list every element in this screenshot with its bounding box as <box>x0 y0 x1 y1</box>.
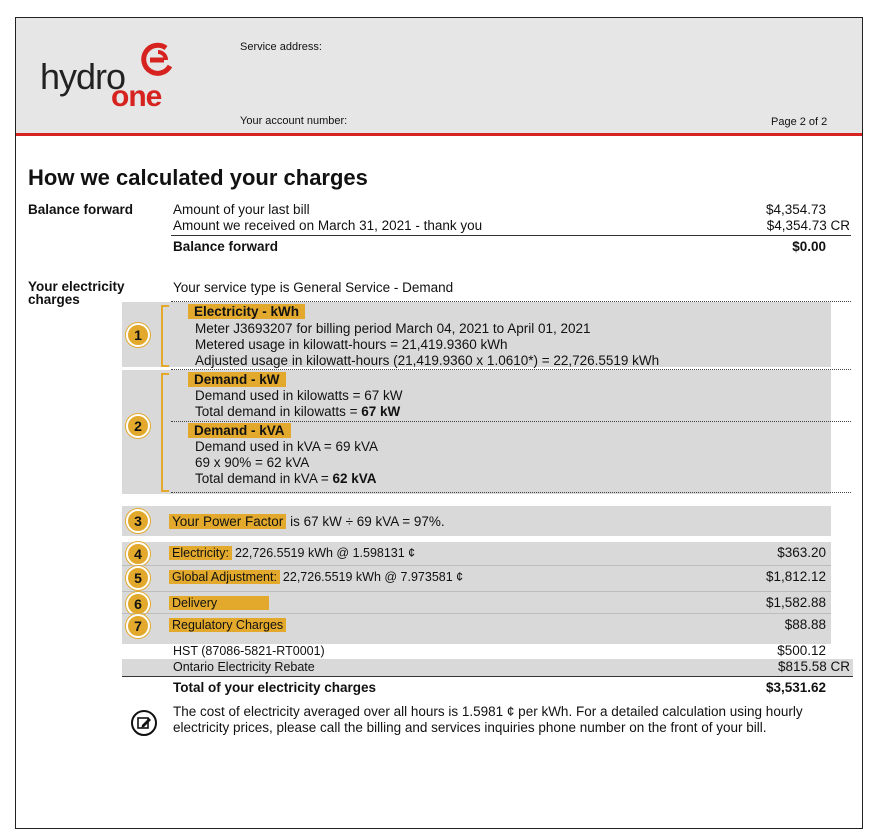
page-title: How we calculated your charges <box>28 165 368 190</box>
bracket-1 <box>161 305 163 367</box>
kva-calc: 69 x 90% = 62 kVA <box>195 455 310 470</box>
balance-rule <box>171 235 851 236</box>
logo-hydro-text: hydro <box>40 56 126 97</box>
service-type: Your service type is General Service - Demand <box>173 280 454 295</box>
charge-amount: $1,812.12 <box>765 569 826 584</box>
dotted-rule <box>171 421 851 422</box>
kwh-metered: Metered usage in kilowatt-hours = 21,419.9360 kWh <box>195 337 508 352</box>
power-factor-line <box>169 514 445 529</box>
note-line-2: electricity prices, please call the billing and services inquiries phone number on the front of your bill. <box>173 720 767 735</box>
balance-forward-label: Balance forward <box>173 239 279 254</box>
kwh-heading <box>188 304 305 319</box>
service-address-label: Service address: <box>240 41 322 53</box>
charge-detail: 22,726.5519 kWh @ 7.973581 ¢ <box>282 570 464 584</box>
kwh-adjusted: Adjusted usage in kilowatt-hours (21,419.9360 x 1.0610*) = 22,726.5519 kWh <box>195 353 660 368</box>
charge-label: Delivery <box>169 596 269 610</box>
kw-heading <box>188 372 286 387</box>
received-label: Amount we received on March 31, 2021 - thank you <box>173 218 483 233</box>
charge-row <box>169 570 463 584</box>
charge-label: Regulatory Charges <box>169 618 286 632</box>
badge-6: 6 <box>126 592 150 616</box>
hydro-one-logo <box>40 40 190 120</box>
balance-forward-amount: $0.00 <box>792 239 826 254</box>
received-amount: $4,354.73 CR <box>766 218 850 233</box>
charge-separator <box>122 591 831 592</box>
charge-label: Electricity: <box>169 546 232 560</box>
kva-total-value: 62 kVA <box>332 471 377 486</box>
kva-heading-text: Demand - kVA <box>188 423 291 438</box>
bracket-1-top <box>161 305 169 307</box>
pencil-note-icon <box>130 709 158 737</box>
logo-one-text: one <box>111 80 162 113</box>
power-factor-text: is 67 kW ÷ 69 kVA = 97%. <box>290 514 445 529</box>
charge-separator <box>122 613 831 614</box>
charge-label: Global Adjustment: <box>169 570 280 584</box>
electricity-section-label <box>28 280 125 306</box>
kva-total <box>195 471 377 486</box>
rebate-amount: $815.58 CR <box>777 659 850 674</box>
total-rule <box>122 676 853 677</box>
charge-amount: $363.20 <box>777 545 826 560</box>
kwh-heading-text: Electricity - kWh <box>188 304 305 319</box>
kw-heading-text: Demand - kW <box>188 372 286 387</box>
charge-row <box>169 596 272 610</box>
badge-2: 2 <box>126 414 150 438</box>
total-amount: $3,531.62 <box>765 680 826 695</box>
kw-used: Demand used in kilowatts = 67 kW <box>195 388 403 403</box>
bracket-2-top <box>161 373 169 375</box>
kwh-meter: Meter J3693207 for billing period March 04, 2021 to April 01, 2021 <box>195 321 591 336</box>
badge-3: 3 <box>126 509 150 533</box>
page-indicator: Page 2 of 2 <box>771 116 828 128</box>
hst-amount: $500.12 <box>777 643 826 658</box>
electricity-section-label-line2: charges <box>28 292 80 307</box>
badge-4: 4 <box>126 542 150 566</box>
charge-row <box>169 618 289 632</box>
bracket-2 <box>161 373 163 491</box>
charge-amount: $88.88 <box>784 617 826 632</box>
bracket-1-bottom <box>161 365 169 367</box>
kva-total-prefix: Total demand in kVA = <box>195 471 333 486</box>
bill-header <box>16 18 862 136</box>
last-bill-amount: $4,354.73 <box>765 202 826 217</box>
hst-label: HST (87086-5821-RT0001) <box>173 644 325 658</box>
badge-1: 1 <box>126 323 150 347</box>
badge-7: 7 <box>126 614 150 638</box>
kw-total-prefix: Total demand in kilowatts = <box>195 404 362 419</box>
bill-page <box>15 17 863 829</box>
rebate-label: Ontario Electricity Rebate <box>173 660 315 674</box>
charge-detail: 22,726.5519 kWh @ 1.598131 ¢ <box>234 546 416 560</box>
badge-5: 5 <box>126 566 150 590</box>
charge-separator <box>122 565 831 566</box>
bracket-2-bottom <box>161 490 169 492</box>
kw-total-value: 67 kW <box>361 404 401 419</box>
account-number-label: Your account number: <box>240 115 348 127</box>
electricity-section-label-line1: Your electricity <box>28 279 125 294</box>
kva-heading <box>188 423 291 438</box>
kw-total <box>195 404 400 419</box>
dotted-rule <box>171 492 851 493</box>
last-bill-label: Amount of your last bill <box>173 202 310 217</box>
kva-used: Demand used in kVA = 69 kVA <box>195 439 378 454</box>
logo-swirl-icon <box>136 40 176 80</box>
note-line-1: The cost of electricity averaged over all hours is 1.5981 ¢ per kWh. For a detailed calculation using hourly <box>173 704 803 719</box>
charge-row <box>169 546 415 560</box>
charge-amount: $1,582.88 <box>765 595 826 610</box>
total-label: Total of your electricity charges <box>173 680 377 695</box>
balance-section-label: Balance forward <box>28 202 134 217</box>
power-factor-label: Your Power Factor <box>169 514 286 529</box>
